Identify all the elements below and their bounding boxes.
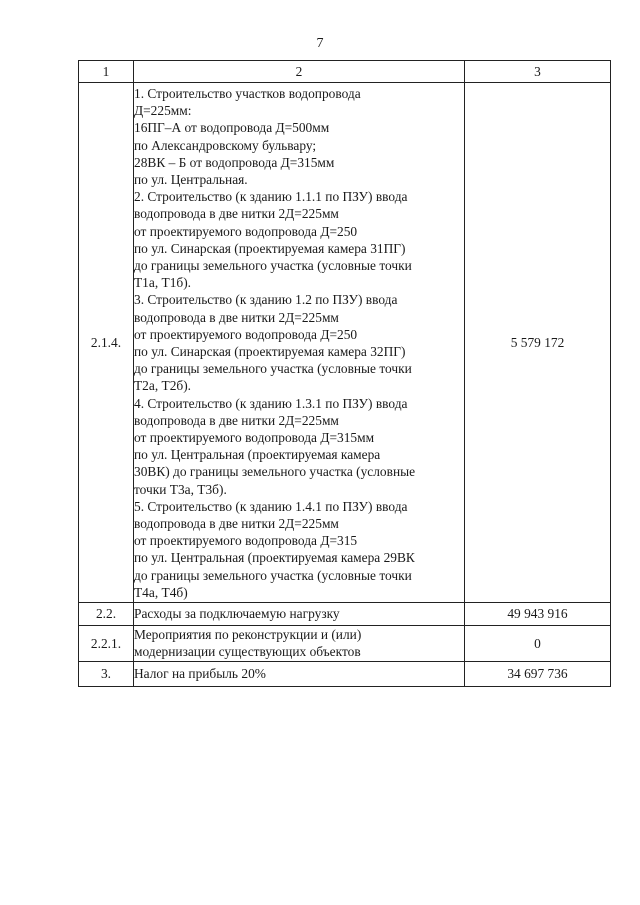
description-line: от проектируемого водопровода Д=315мм bbox=[134, 430, 375, 446]
description-line: водопровода в две нитки 2Д=225мм bbox=[134, 412, 339, 428]
description-line: 4. Строительство (к зданию 1.3.1 по ПЗУ) ввода bbox=[134, 395, 408, 411]
description-line: модернизации существующих объектов bbox=[134, 644, 361, 660]
description-line: от проектируемого водопровода Д=250 bbox=[134, 326, 358, 342]
table-row bbox=[79, 603, 611, 626]
description-line: от проектируемого водопровода Д=250 bbox=[134, 223, 358, 239]
row-value: 0 bbox=[465, 626, 611, 661]
table-header-row bbox=[79, 61, 611, 83]
description-line: Д=225мм: bbox=[134, 103, 192, 119]
description-line: Т2а, Т2б). bbox=[134, 378, 192, 394]
table-row bbox=[79, 83, 611, 603]
header-col-1: 1 bbox=[79, 61, 134, 83]
row-number: 2.1.4. bbox=[79, 83, 134, 603]
description-line: водопровода в две нитки 2Д=225мм bbox=[134, 206, 339, 222]
description-line: 3. Строительство (к зданию 1.2 по ПЗУ) ввода bbox=[134, 292, 398, 308]
description-line: по ул. Центральная. bbox=[134, 172, 248, 188]
row-number: 2.2.1. bbox=[79, 626, 134, 661]
description-line: 1. Строительство участков водопровода bbox=[134, 86, 361, 101]
description-line: Налог на прибыль 20% bbox=[134, 665, 266, 681]
row-number: 2.2. bbox=[79, 603, 134, 626]
row-description bbox=[134, 626, 465, 661]
row-description bbox=[134, 83, 465, 603]
description-line: по ул. Синарская (проектируемая камера 32ПГ) bbox=[134, 344, 406, 360]
header-col-2: 2 bbox=[134, 61, 465, 83]
description-line: водопровода в две нитки 2Д=225мм bbox=[134, 516, 339, 532]
page-number: 7 bbox=[316, 36, 324, 51]
row-description bbox=[134, 661, 465, 686]
table-row bbox=[79, 661, 611, 686]
description-line: Мероприятия по реконструкции и (или) bbox=[134, 627, 362, 643]
description-line: 30ВК) до границы земельного участка (условные bbox=[134, 464, 416, 480]
description-line: 5. Строительство (к зданию 1.4.1 по ПЗУ) ввода bbox=[134, 498, 408, 514]
description-line: по ул. Центральная (проектируемая камера 29ВК bbox=[134, 550, 415, 566]
row-description bbox=[134, 603, 465, 626]
description-line: до границы земельного участка (условные точки bbox=[134, 258, 412, 274]
description-line: 2. Строительство (к зданию 1.1.1 по ПЗУ) ввода bbox=[134, 189, 408, 205]
cost-table bbox=[78, 60, 611, 687]
row-value: 5 579 172 bbox=[465, 83, 611, 603]
description-line: по ул. Центральная (проектируемая камера bbox=[134, 447, 381, 463]
description-line: по ул. Синарская (проектируемая камера 31ПГ) bbox=[134, 240, 406, 256]
header-col-3: 3 bbox=[465, 61, 611, 83]
description-line: водопровода в две нитки 2Д=225мм bbox=[134, 309, 339, 325]
row-value: 34 697 736 bbox=[465, 661, 611, 686]
description-line: по Александровскому бульвару; bbox=[134, 137, 317, 153]
row-number: 3. bbox=[79, 661, 134, 686]
description-line: до границы земельного участка (условные точки bbox=[134, 361, 412, 377]
row-value: 49 943 916 bbox=[465, 603, 611, 626]
description-line: Расходы за подключаемую нагрузку bbox=[134, 606, 340, 622]
description-line: Т1а, Т1б). bbox=[134, 275, 192, 291]
description-line: до границы земельного участка (условные точки bbox=[134, 567, 412, 583]
description-line: 16ПГ–А от водопровода Д=500мм bbox=[134, 120, 330, 136]
description-line: 28ВК – Б от водопровода Д=315мм bbox=[134, 154, 335, 170]
table-row bbox=[79, 626, 611, 661]
description-line: от проектируемого водопровода Д=315 bbox=[134, 533, 358, 549]
description-line: Т4а, Т4б) bbox=[134, 584, 188, 600]
description-line: точки Т3а, Т3б). bbox=[134, 481, 227, 497]
